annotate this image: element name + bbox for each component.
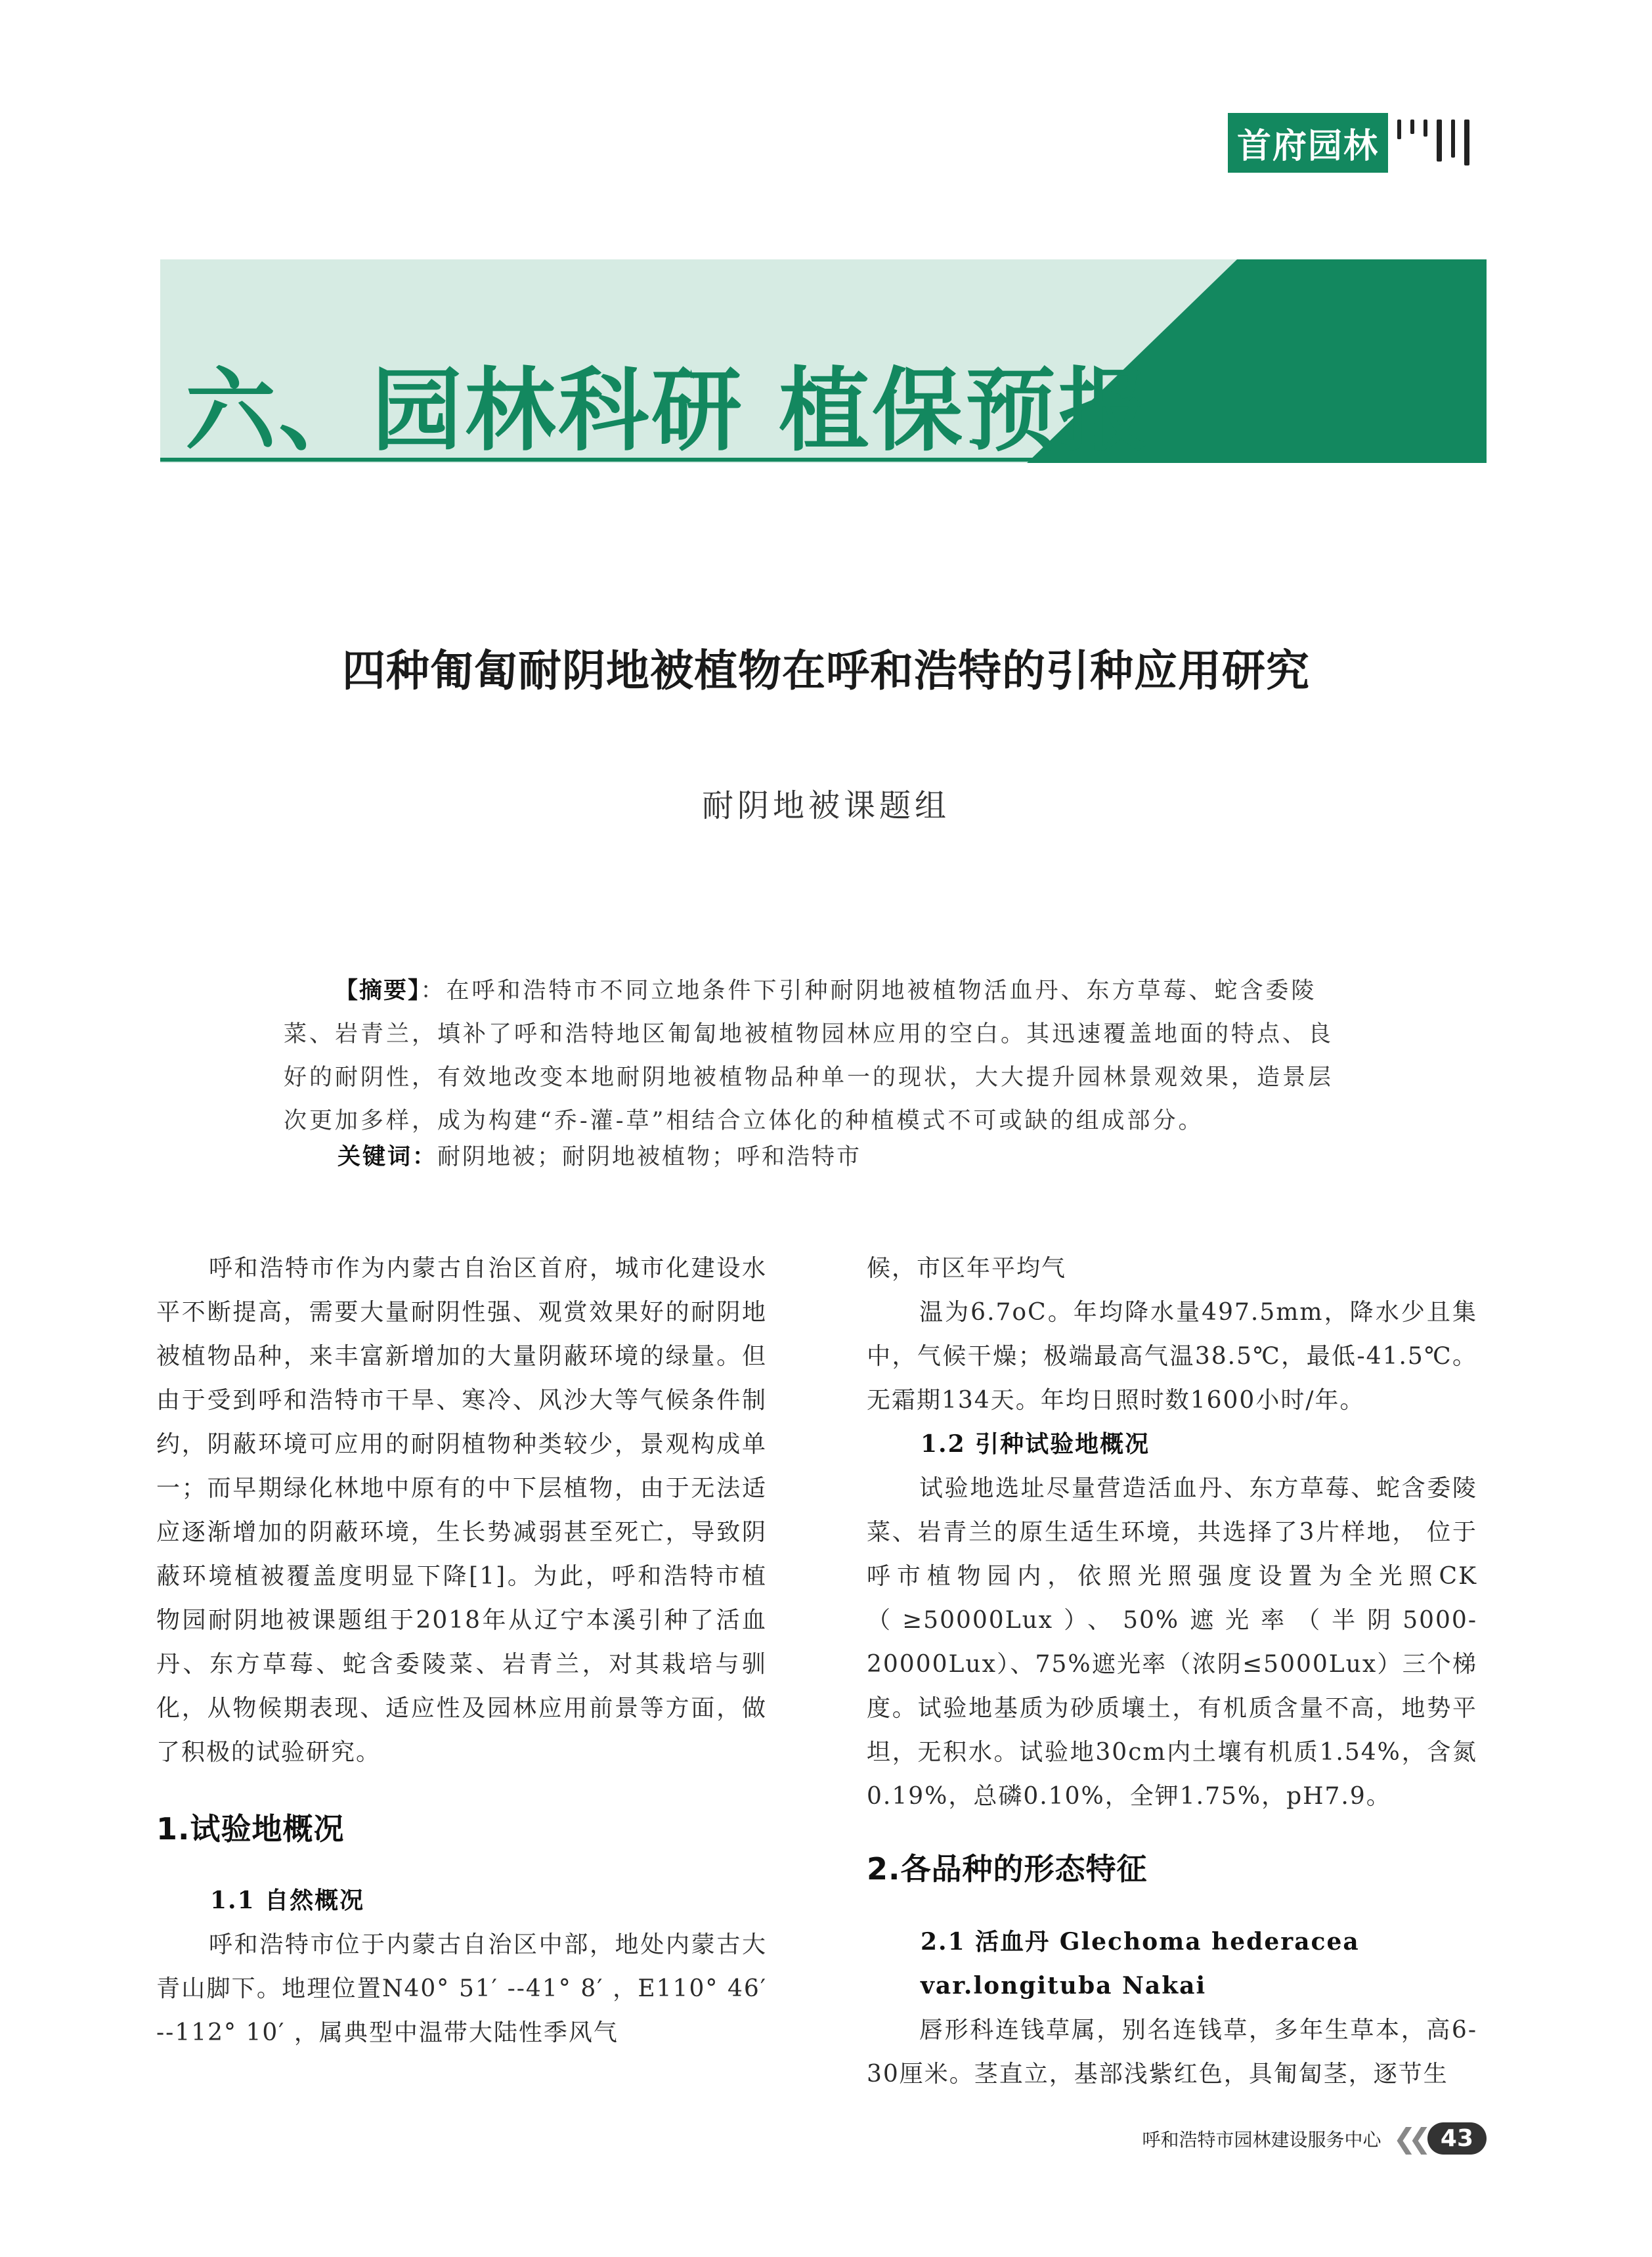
climate-paragraph: 温为6.7oC。年均降水量497.5mm，降水少且集中，气候干燥；极端最高气温38.5℃，最低-41.5℃。无霜期134天。年均日照时数1600小时/年。	[867, 1299, 1477, 1414]
continued-line: 候，市区年平均气	[867, 1255, 1067, 1282]
section-2-heading: 2.各品种的形态特征	[867, 1851, 1148, 1887]
subsection-1-2-heading: 1.2 引种试验地概况	[921, 1430, 1150, 1458]
left-column	[156, 1246, 767, 2055]
section-banner	[160, 259, 1487, 463]
section-1-heading: 1.试验地概况	[156, 1811, 345, 1847]
keywords-text: 耐阴地被；耐阴地被植物；呼和浩特市	[437, 1144, 862, 1170]
article-author: 耐阴地被课题组	[701, 787, 950, 824]
abstract	[284, 969, 1334, 1143]
keywords	[337, 1139, 861, 1172]
subsection-1-1-text: 呼和浩特市位于内蒙古自治区中部，地处内蒙古大青山脚下。地理位置N40° 51′ --41° 8′ ，E110° 46′ --112° 10′ ，属典型中温带大陆性季风气	[156, 1931, 767, 2046]
page-number: 43	[1427, 2122, 1487, 2155]
article-title: 四种匍匐耐阴地被植物在呼和浩特的引种应用研究	[342, 646, 1310, 696]
intro-paragraph: 呼和浩特市作为内蒙古自治区首府，城市化建设水平不断提高，需要大量耐阴性强、观赏效果好的耐阴地被植物品种，来丰富新增加的大量阴蔽环境的绿量。但由于受到呼和浩特市干旱、寒冷、风沙大等气候条件制约，阴蔽环境可应用的耐阴植物种类较少，景观构成单一；而早期绿化林地中原有的中下层植物，由于无法适应逐渐增加的阴蔽环境，生长势减弱甚至死亡，导致阴蔽环境植被覆盖度明显下降[1]。为此，呼和浩特市植物园耐阴地被课题组于2018年从辽宁本溪引种了活血丹、东方草莓、蛇含委陵菜、岩青兰，对其栽培与驯化，从物候期表现、适应性及园林应用前景等方面，做了积极的试验研究。	[156, 1255, 767, 1766]
footer-organization: 呼和浩特市园林建设服务中心	[1142, 2128, 1381, 2151]
mongolian-script-logo	[1397, 120, 1469, 167]
abstract-label: 【摘要】	[335, 978, 421, 1004]
journal-logo	[1228, 113, 1469, 173]
subsection-1-2-text: 试验地选址尽量营造活血丹、东方草莓、蛇含委陵菜、岩青兰的原生适生环境，共选择了3片样地， 位于呼市植物园内，依照光照强度设置为全光照CK（≥50000Lux）、50%遮光率（半阴5000-20000Lux）、75%遮光率（浓阴≤5000Lux）三个梯度。试验地基质为砂质壤土，有机质含量不高，地势平坦，无积水。试验地30cm内土壤有机质1.54%，含氮0.19%，总磷0.10%，全钾1.75%，pH7.9。	[867, 1475, 1477, 1810]
subsection-2-1-heading: 2.1 活血丹 Glechoma hederacea var.longituba Nakai	[921, 1928, 1360, 2000]
page-footer	[1142, 2122, 1487, 2155]
chevron-left-icon: ❮❮	[1393, 2122, 1424, 2155]
subsection-1-1-heading: 1.1 自然概况	[210, 1887, 365, 1914]
right-column	[867, 1246, 1477, 2096]
subsection-2-1-text: 唇形科连钱草属，别名连钱草，多年生草本，高6-30厘米。茎直立，基部浅紫红色，具匍匐茎，逐节生	[867, 2017, 1477, 2088]
abstract-text: ：在呼和浩特市不同立地条件下引种耐阴地被植物活血丹、东方草莓、蛇含委陵菜、岩青兰，填补了呼和浩特地区匍匐地被植物园林应用的空白。其迅速覆盖地面的特点、良好的耐阴性，有效地改变本地耐阴地被植物品种单一的现状，大大提升园林景观效果，造景层次更加多样，成为构建“乔-灌-草”相结合立体化的种植模式不可或缺的组成部分。	[284, 978, 1334, 1134]
logo-text: 首府园林	[1228, 113, 1388, 173]
section-title: 六、园林科研 植保预报	[185, 358, 1152, 464]
keywords-label: 关键词：	[337, 1144, 438, 1170]
